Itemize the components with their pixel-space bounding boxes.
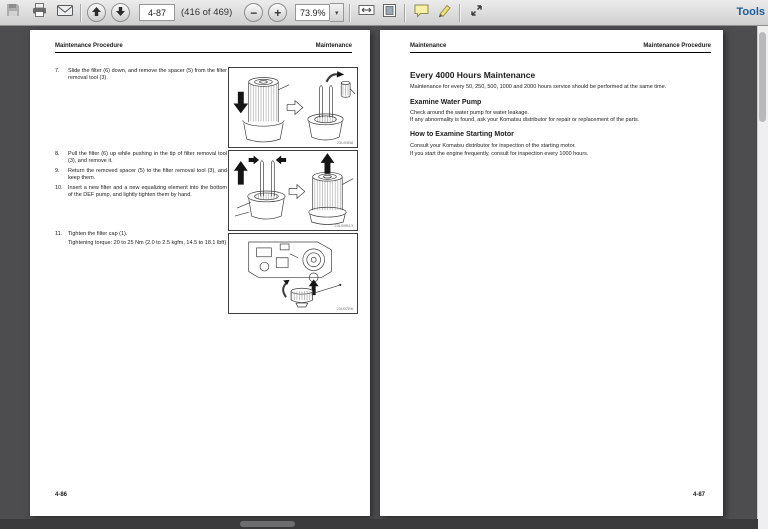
expand-arrows-icon: [469, 3, 484, 23]
list-item-9: [55, 168, 227, 182]
page-right: [380, 30, 723, 516]
section-heading-4000-hours: Every 4000 Hours Maintenance: [410, 70, 536, 80]
toolbar: [0, 0, 768, 26]
horizontal-scrollbar-thumb[interactable]: [240, 521, 295, 527]
figure-code: 23U09B13: [334, 222, 354, 228]
page-count-label: (416 of 469): [181, 7, 233, 18]
minus-icon: −: [250, 5, 258, 20]
figure-pull-filter-up: [228, 150, 358, 231]
page-header: [55, 43, 352, 53]
arrow-down-icon: [115, 6, 126, 19]
save-icon: [5, 2, 21, 23]
fit-page-button[interactable]: [379, 3, 399, 23]
marker-pen-icon: [436, 2, 452, 23]
fit-page-icon: [382, 3, 397, 23]
header-left-text: Maintenance Procedure: [55, 43, 123, 49]
chevron-down-icon: ▾: [334, 9, 339, 17]
zoom-in-button[interactable]: [268, 3, 287, 22]
toolbar-separator: [80, 4, 82, 22]
save-button[interactable]: [3, 3, 23, 23]
page-number-right: 4-87: [692, 492, 705, 498]
plus-icon: +: [274, 5, 282, 20]
print-button[interactable]: [29, 3, 49, 23]
toolbar-separator: [459, 4, 461, 22]
fit-width-icon: [358, 3, 375, 22]
section-heading-starting-motor: How to Examine Starting Motor: [410, 131, 514, 138]
toolbar-separator: [349, 4, 351, 22]
zoom-out-button[interactable]: [244, 3, 263, 22]
list-item-10: [55, 185, 227, 199]
header-left-text: Maintenance: [410, 43, 447, 49]
comment-button[interactable]: [411, 3, 431, 23]
page-number-input[interactable]: [139, 4, 175, 21]
list-item-7: [55, 68, 227, 82]
item-number: 10.: [55, 185, 63, 191]
item-text: Pull the filter (6) up while pushing in the tip of filter removal tool (3), and remove it.: [68, 151, 227, 164]
toolbar-separator: [404, 4, 406, 22]
figure-code: 23U09B8: [336, 139, 354, 145]
speech-bubble-icon: [413, 3, 430, 23]
section-paragraph: If any abnormality is found, ask your Komatsu distributor for repair or replacement of the parts.: [410, 117, 640, 123]
item-text: Insert a new filter and a new equalizing element into the bottom of the DEF pump, and lightly tighten them by hand.: [68, 185, 227, 198]
zoom-dropdown-button[interactable]: [330, 3, 344, 22]
page-number-left: 4-86: [55, 492, 68, 498]
horizontal-scrollbar[interactable]: [0, 519, 758, 529]
list-item-8: [55, 151, 227, 165]
header-right-text: Maintenance: [315, 43, 352, 49]
figure-def-pump-cap: [228, 233, 358, 314]
list-item-11: [55, 231, 227, 247]
vertical-scrollbar[interactable]: [757, 26, 768, 529]
email-button[interactable]: [55, 3, 75, 23]
fit-width-button[interactable]: [356, 3, 376, 23]
zoom-level-input[interactable]: [295, 4, 330, 21]
next-page-button[interactable]: [111, 3, 130, 22]
sign-highlight-button[interactable]: [434, 3, 454, 23]
envelope-icon: [56, 3, 74, 22]
fullscreen-button[interactable]: [466, 3, 486, 23]
section-paragraph: If you start the engine frequently, consult for inspection every 1000 hours.: [410, 151, 589, 157]
section-paragraph: Consult your Komatsu distributor for inspection of the starting motor.: [410, 143, 576, 149]
header-right-text: Maintenance Procedure: [643, 43, 711, 49]
item-text: Tighten the filter cap (1).: [68, 231, 128, 237]
figure-code: 23U07R6: [336, 305, 354, 311]
previous-page-button[interactable]: [87, 3, 106, 22]
document-area: [0, 26, 758, 519]
figure-remove-filter: [228, 67, 358, 148]
section-heading-water-pump: Examine Water Pump: [410, 99, 482, 106]
arrow-up-icon: [91, 6, 102, 19]
section-paragraph: Maintenance for every 50, 250, 500, 1000 and 2000 hours service should be performed at the same time.: [410, 84, 667, 90]
section-paragraph: Check around the water pump for water leakage.: [410, 110, 529, 116]
torque-spec-text: Tightening torque: 20 to 25 Nm {2.0 to 2.5 kgfm, 14.5 to 18.1 lbft}: [68, 240, 227, 246]
item-text: Slide the filter (6) down, and remove the spacer (5) from the filter removal tool (3).: [68, 68, 227, 81]
vertical-scrollbar-thumb[interactable]: [759, 32, 766, 122]
tools-button[interactable]: Tools: [736, 6, 765, 18]
item-number: 7.: [55, 68, 60, 74]
item-number: 8.: [55, 151, 60, 157]
item-text: Return the removed spacer (5) to the filter removal tool (3), and keep them.: [68, 168, 227, 181]
item-number: 11.: [55, 231, 63, 237]
print-icon: [31, 2, 48, 23]
page-header: [410, 43, 711, 53]
page-left: [30, 30, 370, 516]
item-number: 9.: [55, 168, 60, 174]
